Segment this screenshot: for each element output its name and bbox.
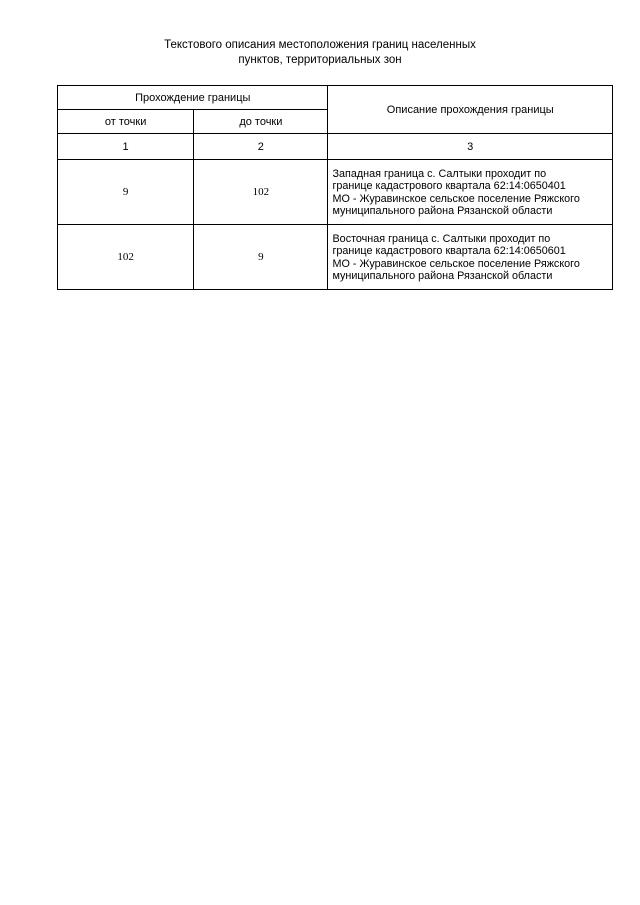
header-from-point: от точки — [58, 110, 194, 134]
description-line: границе кадастрового квартала 62:14:0650601 — [332, 245, 566, 257]
table-row — [58, 160, 613, 225]
column-number-2: 2 — [194, 134, 328, 160]
description-line: МО - Журавинское сельское поселение Ряжского — [332, 257, 580, 270]
table-row — [58, 225, 613, 290]
description-line: границе кадастрового квартала 62:14:0650401 — [332, 180, 566, 192]
column-number-1: 1 — [58, 134, 194, 160]
to-point-cell: 9 — [194, 225, 328, 290]
document-title-line-2: пунктов, территориальных зон — [238, 54, 402, 66]
description-line: муниципального района Рязанской области — [332, 270, 553, 282]
description-line: муниципального района Рязанской области — [332, 205, 553, 217]
header-to-point: до точки — [194, 110, 328, 134]
description-line: Восточная граница с. Салтыки проходит по — [332, 232, 551, 245]
to-point-cell: 102 — [194, 160, 328, 225]
column-number-row — [58, 134, 613, 160]
description-line: МО - Журавинское сельское поселение Ряжского — [332, 192, 580, 205]
header-boundary-passage: Прохождение границы — [58, 86, 328, 110]
description-line: Западная граница с. Салтыки проходит по — [332, 167, 547, 180]
description-cell — [328, 160, 613, 225]
document-title-line-1: Текстового описания местоположения границ населенных — [164, 39, 476, 51]
description-cell — [328, 225, 613, 290]
from-point-cell: 9 — [58, 160, 194, 225]
document-title — [0, 38, 640, 68]
from-point-cell: 102 — [58, 225, 194, 290]
header-description: Описание прохождения границы — [328, 86, 613, 134]
boundary-table — [57, 85, 613, 290]
column-number-3: 3 — [328, 134, 613, 160]
table-header-row-1 — [58, 86, 613, 110]
